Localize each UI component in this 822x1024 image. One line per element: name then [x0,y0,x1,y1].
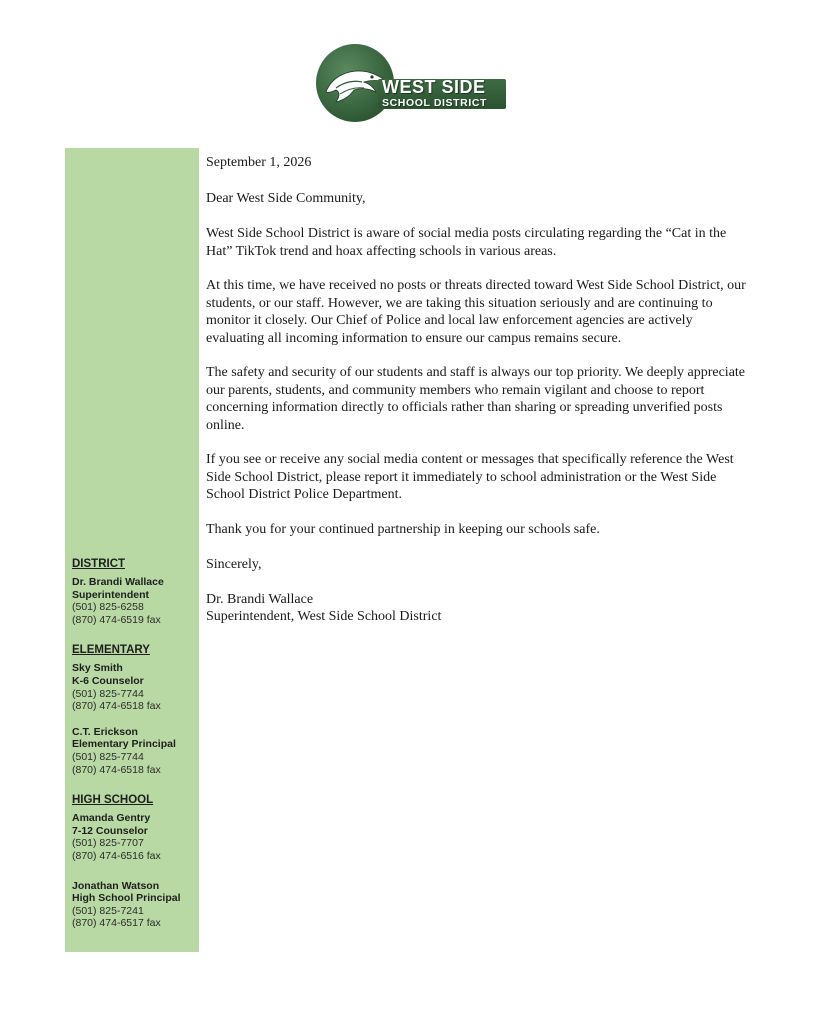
letter-paragraph: At this time, we have received no posts or threats directed toward West Side School District, our students, or our staff. However, we are taking this situation seriously and are continuing to monitor it closely. Our Chief of Police and local law enforcement agencies are actively evaluating all incoming information to ensure our campus remains secure. [206,278,746,346]
district-logo [316,44,516,126]
contact-name: Amanda Gentry [72,812,151,825]
contact-name: C.T. Erickson [72,725,138,738]
contact-card [72,880,197,930]
letter-paragraph: If you see or receive any social media content or messages that specifically reference the West Side School District, please report it immediately to school administration or the West Side School District Police Department. [206,452,734,503]
contact-name: Sky Smith [72,662,123,675]
letter-date: September 1, 2026 [206,155,312,170]
contact-card [72,726,197,776]
contact-fax: (870) 474-6517 fax [72,917,161,930]
contact-role: High School Principal [72,892,181,905]
contact-name: Dr. Brandi Wallace [72,576,164,588]
contact-fax: (870) 474-6516 fax [72,849,161,862]
contact-fax: (870) 474-6518 fax [72,700,161,713]
contact-phone: (501) 825-7241 [72,904,144,917]
contact-fax: (870) 474-6518 fax [72,763,161,776]
contact-fax: (870) 474-6519 fax [72,613,161,626]
contact-phone: (501) 825-7744 [72,687,144,700]
letter-body [206,154,746,625]
letter-salutation: Dear West Side Community, [206,191,366,207]
contact-role: Elementary Principal [72,738,176,751]
section-heading-district: DISTRICT [72,558,126,570]
section-heading-high-school: HIGH SCHOOL [72,794,154,807]
logo-title: WEST SIDE [382,77,486,97]
contact-phone: (501) 825-7707 [72,837,144,850]
contact-directory [72,557,197,930]
letter-paragraph: West Side School District is aware of social media posts circulating regarding the “Cat in the Hat” TikTok trend and hoax affecting schools in various areas. [206,226,727,259]
letter-paragraph: Thank you for your continued partnership in keeping our schools safe. [206,522,600,538]
letter-paragraph: The safety and security of our students and staff is always our top priority. We deeply appreciate our parents, students, and community members who remain vigilant and choose to report concerning information directly to officials rather than sharing or spreading unverified posts online. [206,365,746,433]
contact-role: 7-12 Counselor [72,824,148,837]
logo-subtitle: SCHOOL DISTRICT [382,97,488,109]
contact-phone: (501) 825-6258 [72,601,144,614]
contact-role: Superintendent [72,588,150,601]
signature-name: Dr. Brandi Wallace [206,591,314,607]
contact-card [72,662,197,712]
signature-title: Superintendent, West Side School District [206,609,442,625]
letter-closing: Sincerely, [206,556,262,572]
contact-card [72,576,197,626]
contact-phone: (501) 825-7744 [72,750,144,763]
contact-role: K-6 Counselor [72,674,144,687]
section-heading-elementary: ELEMENTARY [72,644,150,657]
contact-card [72,812,197,862]
contact-name: Jonathan Watson [72,879,160,892]
